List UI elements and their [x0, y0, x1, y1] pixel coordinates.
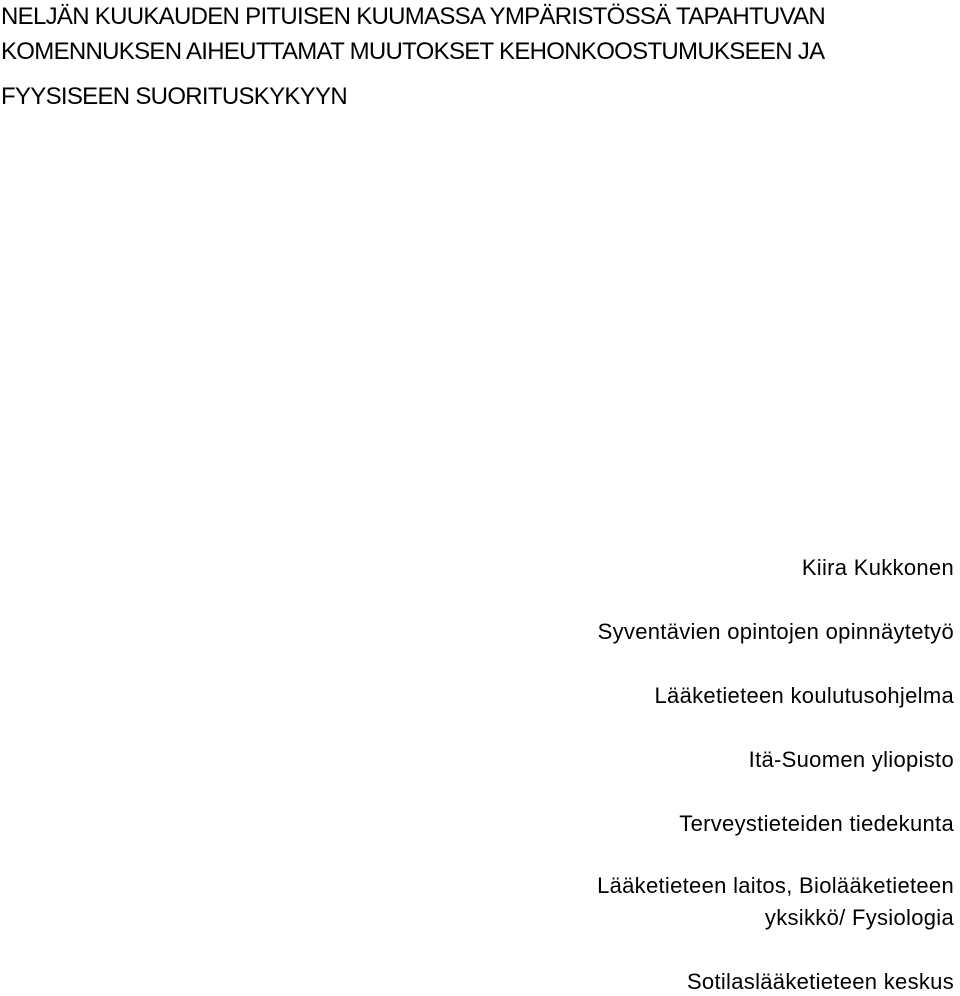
title-line-1: NELJÄN KUUKAUDEN PITUISEN KUUMASSA YMPÄRISTÖSSÄ TAPAHTUVAN: [1, 3, 826, 30]
research-center: Sotilaslääketieteen keskus: [686, 969, 954, 994]
author-name: Kiira Kukkonen: [801, 555, 954, 580]
title-line-2: KOMENNUKSEN AIHEUTTAMAT MUUTOKSET KEHONKOOSTUMUKSEEN JA: [1, 38, 825, 65]
department-line-1: Lääketieteen laitos, Biolääketieteen: [597, 873, 954, 898]
department-line-2: yksikkö/ Fysiologia: [764, 905, 954, 930]
university: Itä-Suomen yliopisto: [748, 747, 954, 772]
degree-program: Lääketieteen koulutusohjelma: [654, 683, 954, 708]
faculty: Terveystieteiden tiedekunta: [679, 811, 954, 836]
title-line-3: FYYSISEEN SUORITUSKYKYYN: [1, 83, 347, 110]
thesis-type: Syventävien opintojen opinnäytetyö: [597, 619, 954, 644]
